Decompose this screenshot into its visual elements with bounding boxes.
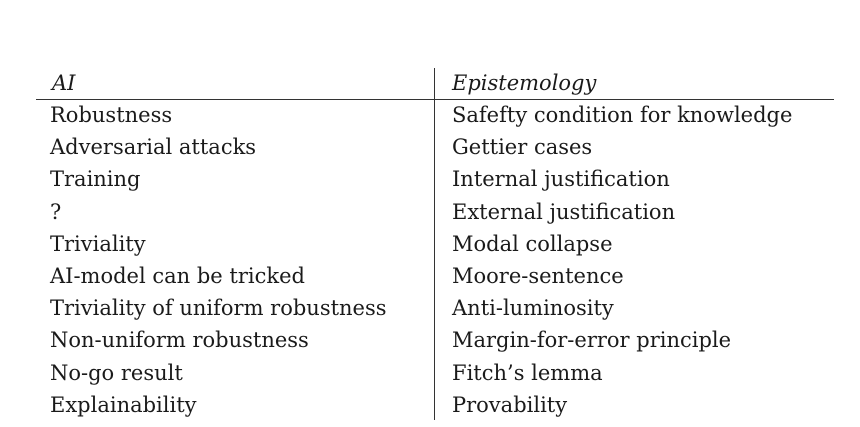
- ai-cell: Non-uniform robustness: [50, 328, 309, 353]
- table-row: [36, 165, 834, 197]
- ai-cell: Triviality of uniform robustness: [50, 296, 387, 321]
- epistemology-cell: Provability: [452, 392, 568, 417]
- ai-cell: AI-model can be tricked: [50, 263, 305, 288]
- ai-cell: Adversarial attacks: [50, 135, 257, 160]
- header-ai: AI: [52, 71, 76, 95]
- table-row: [36, 101, 834, 133]
- correspondence-table: [36, 62, 834, 422]
- ai-cell: Robustness: [50, 103, 173, 127]
- epistemology-cell: Anti-luminosity: [452, 296, 614, 321]
- table-row: [36, 262, 834, 294]
- epistemology-cell: Fitch’s lemma: [452, 360, 603, 385]
- epistemology-cell: External justification: [452, 199, 676, 224]
- epistemology-cell: Gettier cases: [452, 135, 593, 160]
- table-row: [36, 326, 834, 358]
- header-epistemology: Epistemology: [452, 71, 597, 95]
- epistemology-cell: Internal justification: [452, 167, 670, 192]
- table-row: [36, 230, 834, 262]
- epistemology-cell: Safefty condition for knowledge: [452, 103, 793, 127]
- header-rule: [36, 99, 834, 100]
- epistemology-cell: Moore-sentence: [452, 263, 624, 288]
- table-row: [36, 294, 834, 326]
- table-row: [36, 359, 834, 391]
- ai-cell: Triviality: [50, 231, 146, 256]
- epistemology-cell: Margin-for-error principle: [452, 328, 732, 353]
- table-row: [36, 198, 834, 230]
- ai-cell: ?: [50, 199, 62, 224]
- epistemology-cell: Modal collapse: [452, 231, 613, 256]
- table-row: [36, 133, 834, 165]
- ai-cell: Explainability: [50, 392, 197, 417]
- table-row: [36, 391, 834, 423]
- ai-cell: No-go result: [50, 360, 183, 385]
- table-body: [36, 101, 834, 423]
- ai-cell: Training: [50, 167, 141, 192]
